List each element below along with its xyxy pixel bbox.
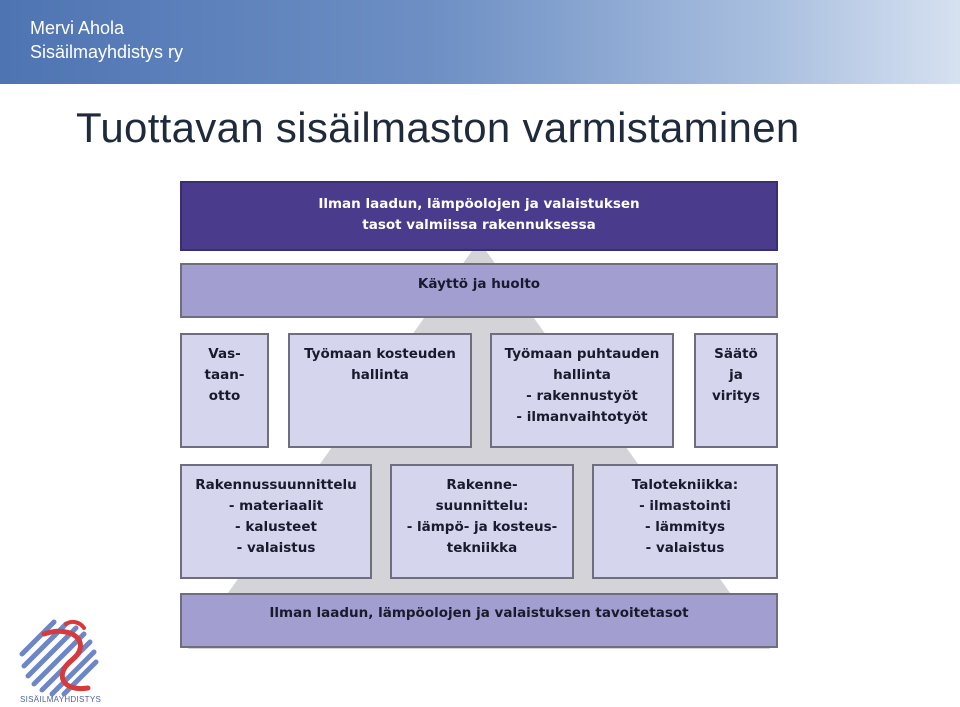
- author-block: [30, 16, 183, 64]
- box-target-levels: Ilman laadun, lämpöolojen ja valaistuksen tavoitetasot: [180, 593, 778, 648]
- slide-title: Tuottavan sisäilmaston varmistaminen: [76, 104, 800, 151]
- box-building-design: Rakennussuunnittelu - materiaalit - kalusteet - valaistus: [180, 464, 372, 579]
- organization-logo: [14, 614, 114, 706]
- box-hvac: Talotekniikka: - ilmastointi - lämmitys - valaistus: [592, 464, 778, 579]
- box-target-levels-finished: Ilman laadun, lämpöolojen ja valaistuksen tasot valmiissa rakennuksessa: [180, 181, 778, 251]
- box-cleanliness-management: Työmaan puhtauden hallinta - rakennustyöt - ilmanvaihtotyöt: [490, 333, 674, 448]
- box-structural-design: Rakenne- suunnittelu: - lämpö- ja kosteus- tekniikka: [390, 464, 574, 579]
- header-bar: [0, 0, 960, 84]
- box-reception: Vas- taan- otto: [180, 333, 269, 448]
- box-tuning: Säätö ja viritys: [694, 333, 778, 448]
- box-use-maintenance: Käyttö ja huolto: [180, 263, 778, 318]
- organization-name: Sisäilmayhdistys ry: [30, 42, 184, 62]
- box-moisture-management: Työmaan kosteuden hallinta: [288, 333, 472, 448]
- logo-text: SISÄILMAYHDISTYS: [20, 695, 102, 704]
- pyramid-diagram: [180, 181, 778, 649]
- author-name: Mervi Ahola: [30, 18, 125, 38]
